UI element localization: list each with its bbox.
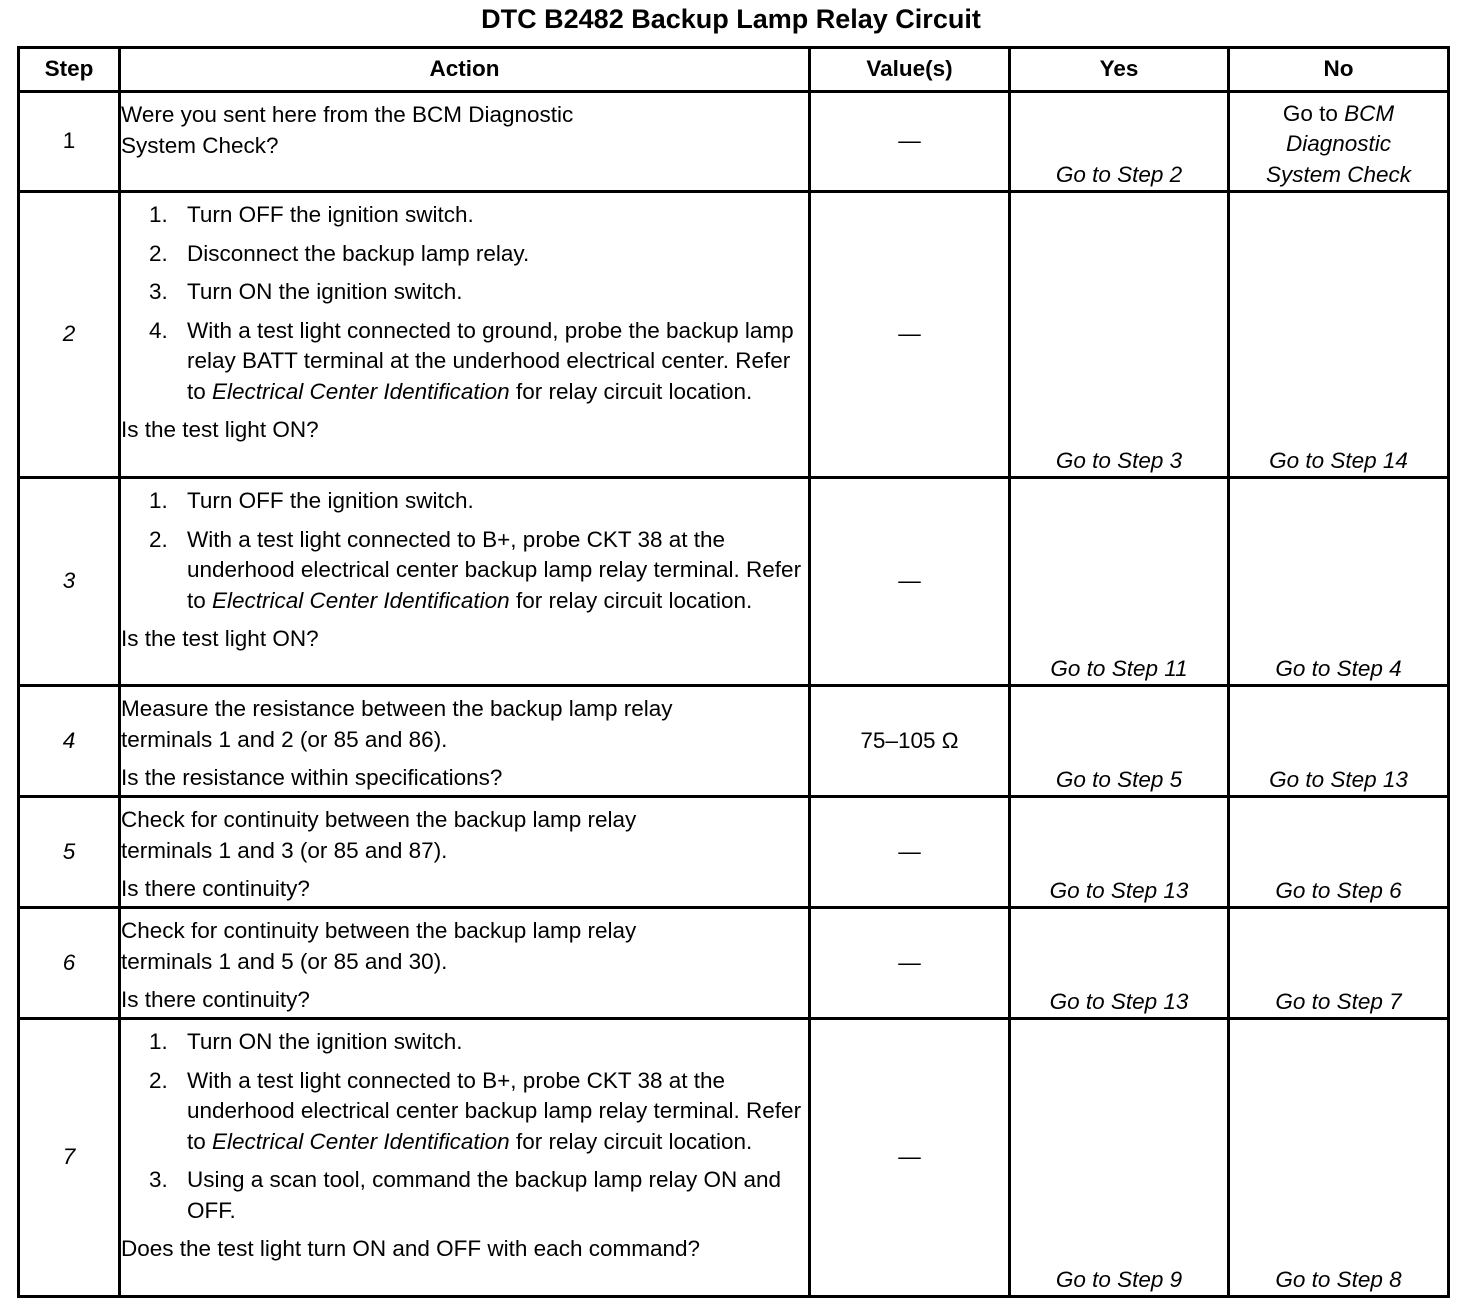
- list-item-text: Turn OFF the ignition switch.: [187, 202, 474, 227]
- header-no: No: [1229, 48, 1449, 92]
- list-item: [121, 525, 808, 617]
- list-item-text: Turn ON the ignition switch.: [187, 1029, 463, 1054]
- list-item-text-a: With a test light connected to B+, probe CKT 38 at the underhood electrical center backup lamp relay terminal. Refer to: [187, 526, 802, 613]
- step-number: 2: [19, 192, 120, 478]
- yes-cell: Go to Step 5: [1010, 686, 1229, 797]
- table-row: [19, 192, 1449, 478]
- list-item: [121, 486, 808, 517]
- yes-cell: Go to Step 11: [1010, 478, 1229, 686]
- no-cell: Go to Step 8: [1229, 1019, 1449, 1297]
- no-cell: [1229, 92, 1449, 192]
- yes-cell: Go to Step 3: [1010, 192, 1229, 478]
- no-text: [1230, 99, 1447, 130]
- list-item-number: 1.: [149, 1029, 168, 1054]
- list-item-text-a: With a test light connected to ground, probe the backup lamp relay BATT terminal at the underhood electrical center. Refer to: [187, 317, 794, 404]
- list-item-text-b: for relay circuit location.: [509, 378, 753, 404]
- no-text: Diagnostic: [1285, 131, 1392, 156]
- list-item-text-b: for relay circuit location.: [509, 587, 753, 613]
- table-row: [19, 686, 1449, 797]
- list-item-text: Turn OFF the ignition switch.: [187, 488, 474, 513]
- list-item: [121, 1027, 808, 1058]
- table-header-row: [19, 48, 1449, 92]
- list-item-text: Turn ON the ignition switch.: [187, 279, 463, 304]
- action-cell: [120, 908, 810, 1019]
- yes-cell: Go to Step 13: [1010, 797, 1229, 908]
- value-cell: —: [810, 92, 1010, 192]
- question-text: Is there continuity?: [121, 987, 310, 1012]
- step-number: 4: [19, 686, 120, 797]
- step-number: 1: [19, 92, 120, 192]
- list-item-text-a: With a test light connected to B+, probe CKT 38 at the underhood electrical center backup lamp relay terminal. Refer to: [187, 1067, 802, 1154]
- list-item: [121, 1066, 808, 1158]
- no-text: System Check: [1265, 161, 1412, 187]
- list-item-number: 2.: [149, 1067, 168, 1093]
- list-item-text-em: Electrical Center Identification: [212, 587, 510, 613]
- list-item-number: 1.: [149, 488, 168, 513]
- action-text: terminals 1 and 2 (or 85 and 86).: [121, 726, 448, 752]
- value-cell: —: [810, 797, 1010, 908]
- diagnostic-table: [17, 46, 1450, 1298]
- action-text: System Check?: [121, 132, 279, 158]
- question-text: Does the test light turn ON and OFF with each command?: [121, 1236, 701, 1261]
- no-cell: Go to Step 6: [1229, 797, 1449, 908]
- list-item-number: 2.: [149, 526, 168, 552]
- action-cell: [120, 797, 810, 908]
- list-item: [121, 200, 808, 231]
- yes-cell: Go to Step 2: [1010, 92, 1229, 192]
- list-item-text: Using a scan tool, command the backup lamp relay ON and OFF.: [187, 1167, 782, 1223]
- action-cell: [120, 1019, 810, 1297]
- action-cell: [120, 92, 810, 192]
- list-item-number: 2.: [149, 240, 168, 266]
- header-values: Value(s): [810, 48, 1010, 92]
- no-cell: Go to Step 13: [1229, 686, 1449, 797]
- question-text: Is the test light ON?: [121, 626, 319, 651]
- table-row: [19, 92, 1449, 192]
- header-step: Step: [19, 48, 120, 92]
- value-cell: —: [810, 192, 1010, 478]
- value-cell: —: [810, 478, 1010, 686]
- action-text: terminals 1 and 5 (or 85 and 30).: [121, 948, 448, 974]
- no-text-prefix: Go to: [1282, 100, 1345, 126]
- question-text: Is the test light ON?: [121, 417, 319, 442]
- action-text: Were you sent here from the BCM Diagnostic: [121, 102, 574, 127]
- action-cell: [120, 686, 810, 797]
- table-row: [19, 797, 1449, 908]
- no-cell: Go to Step 14: [1229, 192, 1449, 478]
- list-item: [121, 277, 808, 308]
- page-title: DTC B2482 Backup Lamp Relay Circuit: [481, 4, 981, 34]
- action-text: Check for continuity between the backup lamp relay: [121, 918, 637, 943]
- no-cell: Go to Step 4: [1229, 478, 1449, 686]
- table-row: [19, 478, 1449, 686]
- action-cell: [120, 478, 810, 686]
- list-item: [121, 316, 808, 408]
- question-text: Is the resistance within specifications?: [121, 765, 503, 790]
- value-cell: 75–105 Ω: [810, 686, 1010, 797]
- step-number: 6: [19, 908, 120, 1019]
- list-item: [121, 239, 808, 270]
- value-cell: —: [810, 1019, 1010, 1297]
- list-item-number: 3.: [149, 279, 168, 304]
- table-row: [19, 1019, 1449, 1297]
- header-action: Action: [120, 48, 810, 92]
- list-item-text: Disconnect the backup lamp relay.: [187, 240, 530, 266]
- question-text: Is there continuity?: [121, 876, 310, 901]
- list-item-number: 3.: [149, 1167, 168, 1192]
- list-item-number: 4.: [149, 317, 168, 343]
- table-row: [19, 908, 1449, 1019]
- no-cell: Go to Step 7: [1229, 908, 1449, 1019]
- list-item-text: [187, 525, 808, 617]
- action-cell: [120, 192, 810, 478]
- list-item-text-em: Electrical Center Identification: [212, 378, 510, 404]
- list-item-text: [187, 1066, 808, 1158]
- action-text: Check for continuity between the backup lamp relay: [121, 807, 637, 832]
- list-item-text-em: Electrical Center Identification: [212, 1128, 510, 1154]
- step-number: 5: [19, 797, 120, 908]
- yes-cell: Go to Step 13: [1010, 908, 1229, 1019]
- header-yes: Yes: [1010, 48, 1229, 92]
- yes-cell: Go to Step 9: [1010, 1019, 1229, 1297]
- action-text: terminals 1 and 3 (or 85 and 87).: [121, 837, 448, 863]
- list-item-number: 1.: [149, 202, 168, 227]
- list-item: [121, 1165, 808, 1226]
- list-item-text: [187, 316, 808, 408]
- step-number: 7: [19, 1019, 120, 1297]
- step-number: 3: [19, 478, 120, 686]
- value-cell: —: [810, 908, 1010, 1019]
- list-item-text-b: for relay circuit location.: [509, 1128, 753, 1154]
- action-text: Measure the resistance between the backup lamp relay: [121, 696, 673, 721]
- no-text-em: BCM: [1344, 100, 1395, 126]
